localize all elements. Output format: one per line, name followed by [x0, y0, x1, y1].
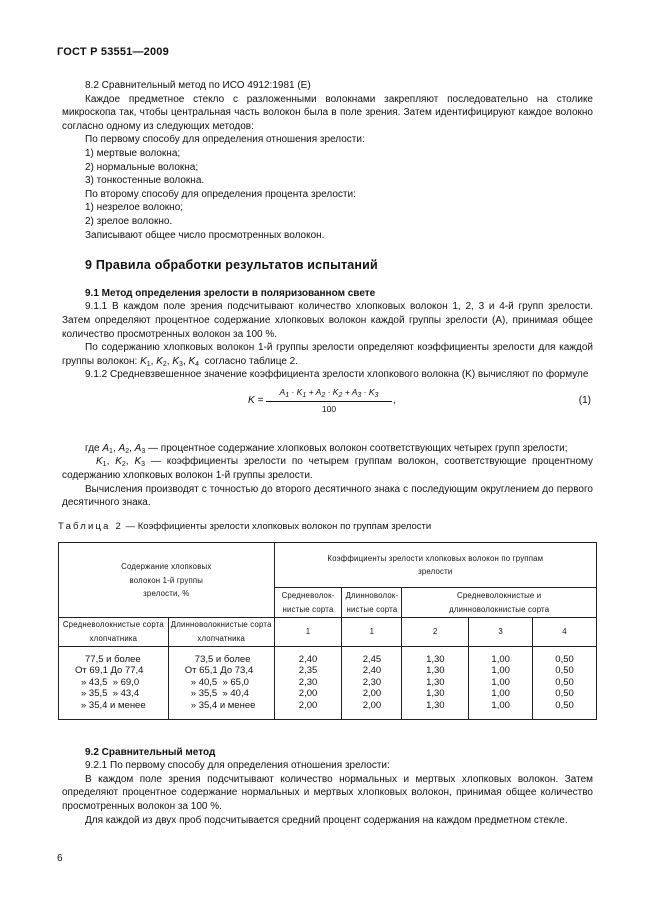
table-cell: » 35,5 » 43,4	[81, 688, 140, 700]
page-number: 6	[57, 853, 63, 864]
table-caption-label: Таблица 2	[58, 520, 123, 532]
list-item: 1) незрелое волокно;	[85, 202, 184, 214]
table-cell: 73,5 и более	[194, 653, 251, 665]
closing-line: Записывают общее число просмотренных волокон.	[85, 229, 325, 241]
col-coef-4	[533, 646, 597, 719]
table-cell: 0,50	[555, 665, 574, 677]
where-k-text: — коэффициенты зрелости по четырем группам волокон, соответствующие процентному содержанию хлопковых волокон 1-й группы зрелости.	[62, 456, 593, 482]
list-item: 3) тонкостенные волокна.	[85, 175, 205, 187]
section-9-heading: 9 Правила обработки результатов испытаний	[85, 258, 378, 273]
where-a-paragraph: где $A_1$, $A_2$, $A_3$ — процентное содержание хлопковых волокон соответствующих четырех групп зрелости;	[85, 442, 568, 455]
table-cell: 2,00	[298, 688, 318, 700]
header-fiber-content: Содержание хлопковых волокон 1-й группы зрелости, %	[59, 543, 275, 618]
precision-paragraph: Вычисления производят с точностью до второго десятичного знака с последующим округлением до первого десятичного знака.	[62, 483, 593, 509]
section-8-2-title: 8.2 Сравнительный метод по ИСО 4912:1981 (Е)	[85, 80, 311, 91]
count-paragraph: В каждом поле зрения подсчитывают количество нормальных и мертвых хлопковых волокон. Затем определяют процентное содержание нормальных и мертвых хлопковых волокон, принимая общее количество просмотренных волокон за 100 %.	[62, 773, 593, 812]
coefficients-text: По содержанию хлопковых волокон 1-й группы зрелости определяют коэффициенты зрелости для каждой группы волокон:	[62, 342, 593, 367]
list-item: 2) зрелое волокно.	[85, 215, 173, 227]
table-cell: От 69,1 До 77,4	[75, 665, 144, 677]
header-medium-staple: Средневолок-нистые сорта	[274, 588, 342, 618]
table-cell: 1,00	[491, 665, 510, 677]
table-cell: 2,30	[298, 676, 318, 688]
table-cell: » 35,4 и менее	[81, 700, 146, 711]
table-cell: 1,00	[491, 653, 510, 665]
table-cell: 1,30	[426, 688, 445, 700]
list-item: 2) нормальные волокна;	[85, 161, 199, 173]
where-a-text: — процентное содержание хлопковых волокон соответствующих четырех групп зрелости;	[145, 442, 568, 454]
group-number: 4	[533, 618, 597, 646]
formula-number: (1)	[578, 394, 591, 406]
table-cell: 0,50	[555, 653, 574, 665]
section-8-2-paragraph: Каждое предметное стекло с разложенными волокнами закрепляют последовательно на столике микроскопа так, чтобы центральная часть волокон была в поле зрения. Затем идентифицируют каждое волокно согласно одному из следующих методов:	[62, 93, 593, 132]
header-medium-long-staple: Средневолокнистые и длинноволокнистые сорта	[402, 588, 597, 618]
table-cell: 2,30	[362, 676, 382, 688]
table-cell: 0,50	[555, 688, 574, 700]
table-cell: 0,50	[555, 700, 574, 711]
group-number: 3	[469, 618, 533, 646]
table-cell: » 35,5 » 40,4	[190, 688, 249, 700]
formula-denominator: 100	[321, 404, 337, 415]
table-caption	[58, 520, 593, 534]
col-long-ranges	[168, 646, 274, 719]
col-coef-3	[469, 646, 533, 719]
formula-lhs: K =	[248, 394, 264, 406]
table-cell: 2,40	[362, 665, 382, 677]
table-cell: 2,45	[362, 653, 382, 665]
table-cell: » 35,4 и менее	[190, 700, 256, 711]
standard-header: ГОСТ Р 53551—2009	[57, 46, 169, 58]
col-coef-1-long	[342, 646, 402, 719]
section-9-2-heading: 9.2 Сравнительный метод	[85, 746, 216, 758]
table-cell: 1,00	[491, 688, 510, 700]
coefficients-paragraph: По содержанию хлопковых волокон 1-й группы зрелости определяют коэффициенты зрелости для каждой группы волокон: $K_1$, $K_2$, $K_3$, $K_4$ согласно таблице 2.	[62, 342, 593, 368]
where-k-paragraph: $K_1$, $K_2$, $K_3$ — коэффициенты зрелости по четырем группам волокон, соответствующие процентному содержанию хлопковых волокон 1-й группы зрелости.	[62, 456, 593, 482]
average-paragraph: Для каждой из двух проб подсчитывается средний процент содержания на каждом предметном стекле.	[85, 814, 568, 826]
group-number: 1	[342, 618, 402, 646]
document-body	[58, 79, 593, 827]
table-cell: 2,40	[298, 653, 318, 665]
table-cell: 1,30	[426, 665, 445, 677]
maturity-coefficients-table	[58, 542, 597, 719]
table-cell: 1,00	[491, 676, 510, 688]
table-caption-text: — Коэффициенты зрелости хлопковых волокон по группам зрелости	[122, 520, 432, 532]
paragraph-9-2-1: 9.2.1 По первому способу для определения отношения зрелости:	[85, 760, 390, 772]
paragraph-9-1-2: 9.1.2 Средневзвешенное значение коэффициента зрелости хлопкового волокна (K) вычисляют по формуле	[85, 369, 589, 381]
formula-fraction	[266, 386, 392, 417]
way1-intro: По первому способу для определения отношения зрелости:	[85, 134, 365, 146]
table-cell: 2,35	[298, 665, 318, 677]
group-number: 2	[402, 618, 469, 646]
coefficients-tail: согласно таблице 2.	[204, 355, 299, 367]
table-cell: От 65,1 До 73,4	[184, 665, 254, 677]
table-cell: 0,50	[555, 676, 574, 688]
table-data-block	[59, 646, 597, 719]
table-cell: 1,00	[491, 700, 510, 711]
group-number: 1	[274, 618, 342, 646]
table-cell: » 43,5 » 69,0	[81, 676, 140, 688]
table-cell: 1,30	[426, 700, 445, 711]
list-item: 1) мертвые волокна;	[85, 147, 181, 159]
section-9-1-heading: 9.1 Метод определения зрелости в поляризованном свете	[85, 287, 376, 299]
table-cell: 2,00	[362, 688, 382, 700]
formula-numerator: $A_1 \cdot K_1 + A_2 \cdot K_2 + A_3 \cdot K_3$	[266, 386, 392, 403]
header-medium-cotton: Средневолокнистые сорта хлопчатника	[59, 618, 169, 646]
table-cell: 77,5 и более	[85, 653, 141, 665]
paragraph-9-1-1: 9.1.1 В каждом поле зрения подсчитывают количество хлопковых волокон 1, 2, 3 и 4-й групп зрелости. Затем определяют процентное содержание хлопковых волокон каждой группы зрелости (А), принимая общее количество просмотренных волокон за 100 %.	[62, 301, 593, 340]
col-coef-2	[402, 646, 469, 719]
header-long-cotton: Длинноволокнистые сорта хлопчатника	[168, 618, 274, 646]
header-long-staple: Длинноволок-нистые сорта	[342, 588, 402, 618]
way2-intro: По второму способу для определения процента зрелости:	[85, 188, 356, 200]
col-coef-1-medium	[274, 646, 342, 719]
table-cell: » 40,5 » 65,0	[190, 676, 249, 688]
col-medium-ranges	[59, 646, 169, 719]
formula-1: K = $\frac{A_1 \cdot K_1 + A_2 \cdot K_2 + A_3 \cdot K_3}{100}$ , (1)	[62, 386, 593, 426]
table-cell: 2,00	[298, 700, 318, 711]
table-cell: 1,30	[426, 653, 445, 665]
table-cell: 1,30	[426, 676, 445, 688]
table-cell: 2,00	[362, 700, 382, 711]
header-coefficients: Коэффициенты зрелости хлопковых волокон по группам зрелости	[274, 543, 596, 588]
